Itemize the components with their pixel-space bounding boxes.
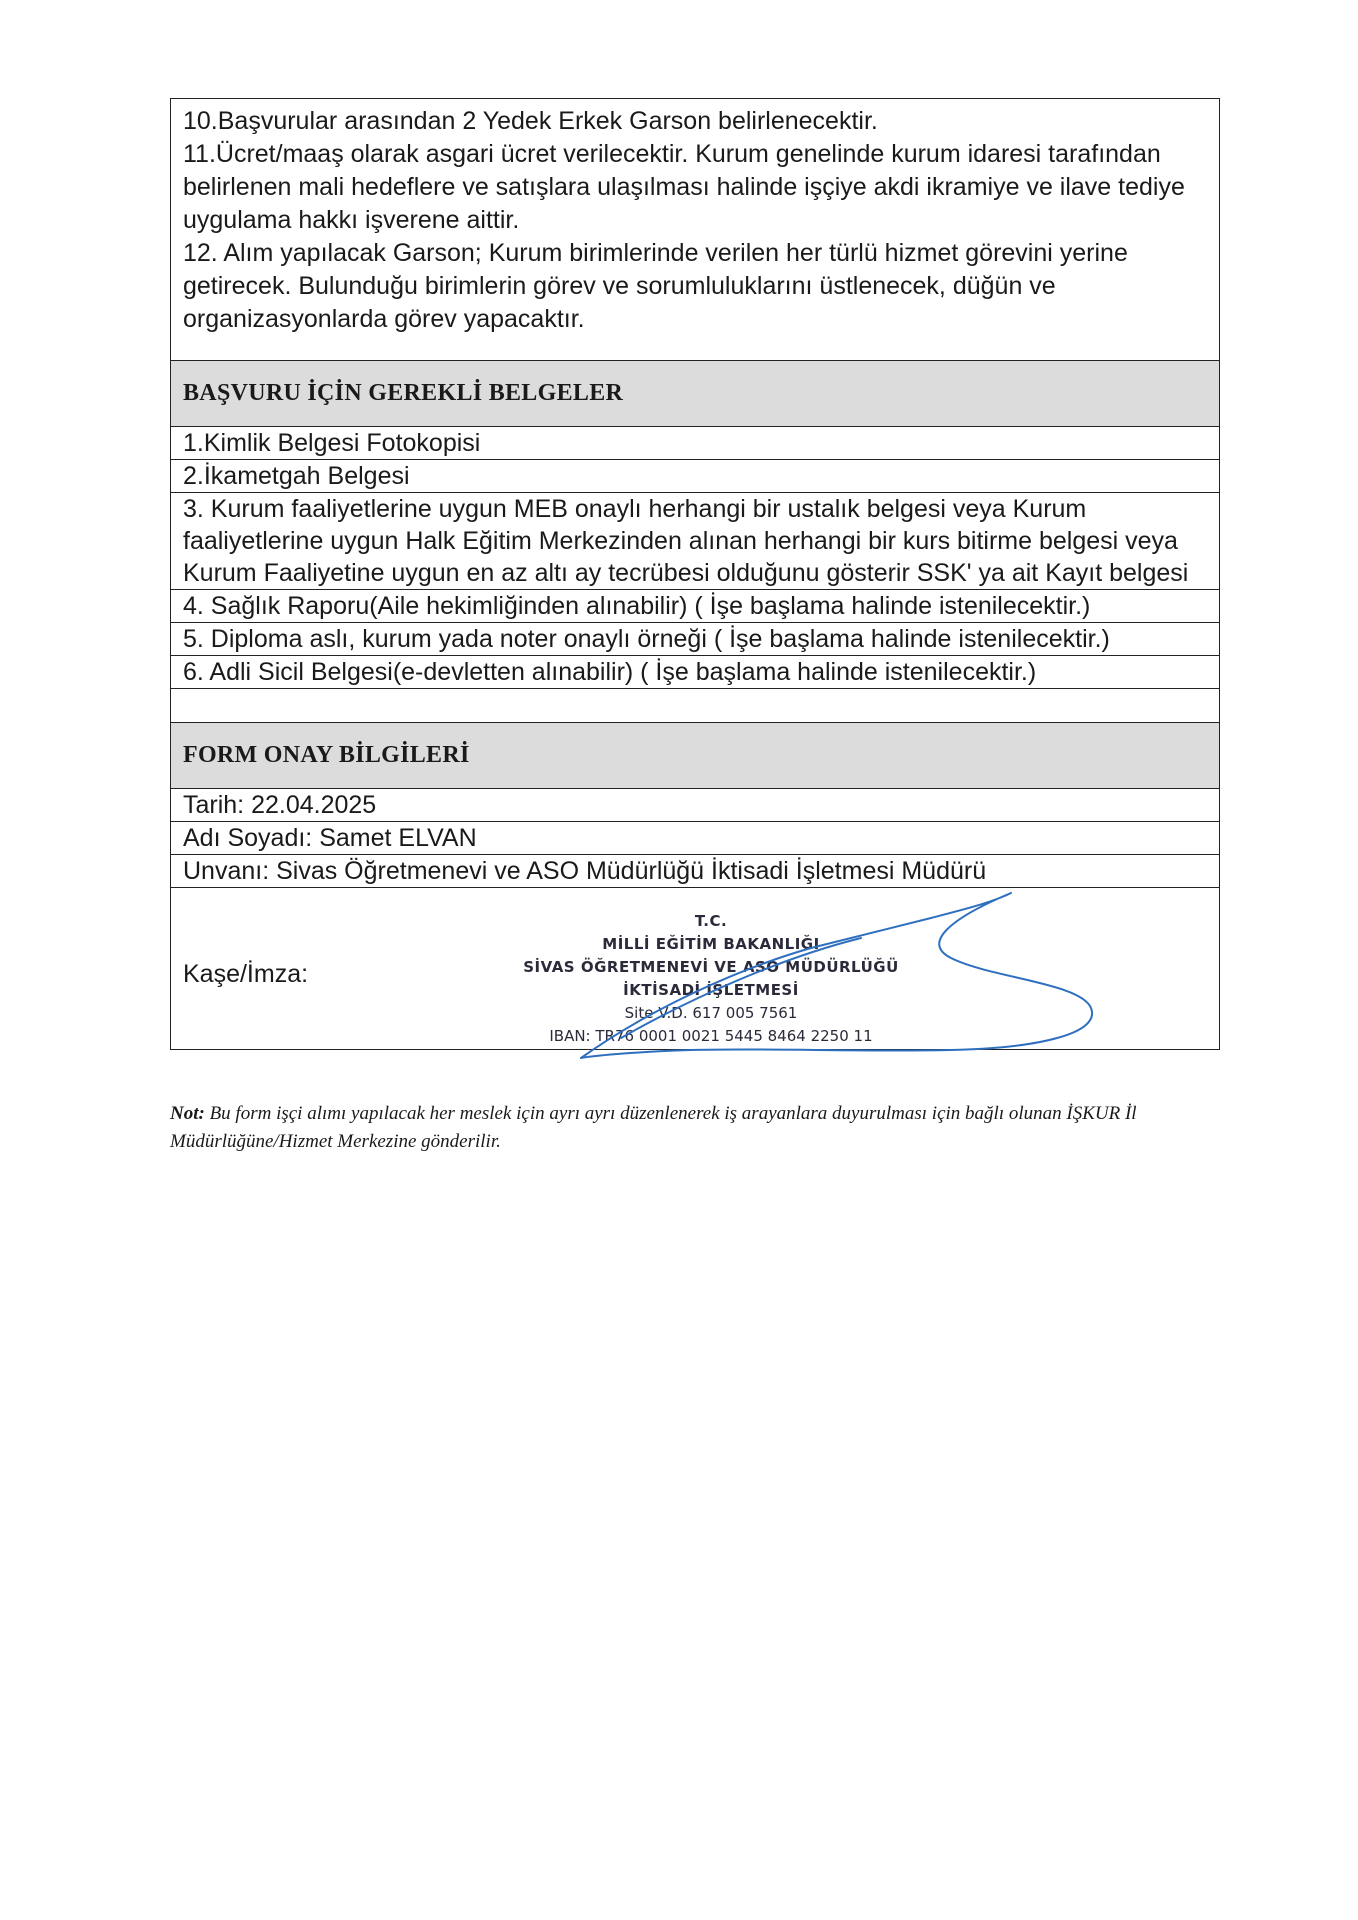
- approval-title: Unvanı: Sivas Öğretmenevi ve ASO Müdürlüğü İktisadi İşletmesi Müdürü: [171, 854, 1219, 887]
- condition-item: 12. Alım yapılacak Garson; Kurum birimlerinde verilen her türlü hizmet görevini yerine getirecek. Bulunduğu birimlerin görev ve sorumluluklarını üstlenecek, düğün ve organizasyonlarda görev yapacaktır.: [183, 239, 1128, 333]
- document-item: 2.İkametgah Belgesi: [171, 459, 1219, 492]
- document-item: 3. Kurum faaliyetlerine uygun MEB onaylı herhangi bir ustalık belgesi veya Kurum faaliyetlerine uygun Halk Eğitim Merkezinden alınan herhangi bir kurs bitirme belgesi veya Kurum Faaliyetine uygun en az altı ay tecrübesi olduğunu gösterir SSK' ya ait Kayıt belgesi: [171, 492, 1219, 589]
- stamp-signature-cell: [171, 887, 1219, 1049]
- stamp-line: İKTİSADİ İŞLETMESİ: [623, 981, 799, 999]
- footer-note: [170, 1100, 1225, 1156]
- document-item: 6. Adli Sicil Belgesi(e-devletten alınabilir) ( İşe başlama halinde istenilecektir.): [171, 655, 1219, 688]
- conditions-cell: [171, 99, 1219, 360]
- document-item: 1.Kimlik Belgesi Fotokopisi: [171, 426, 1219, 459]
- approval-name: Adı Soyadı: Samet ELVAN: [171, 821, 1219, 854]
- condition-item: 11.Ücret/maaş olarak asgari ücret verilecektir. Kurum genelinde kurum idaresi tarafından belirlenen mali hedeflere ve satışlara ulaşılması halinde işçiye akdi ikramiye ve ilave tediye uygulama hakkı işverene aittir.: [183, 140, 1185, 234]
- stamp-label: Kaşe/İmza:: [183, 960, 309, 988]
- empty-row: [171, 688, 1219, 722]
- stamp-line: T.C.: [694, 912, 728, 930]
- documents-section-title: BAŞVURU İÇİN GEREKLİ BELGELER: [171, 360, 1219, 426]
- approval-section-title: FORM ONAY BİLGİLERİ: [171, 722, 1219, 788]
- approval-date: Tarih: 22.04.2025: [171, 788, 1219, 821]
- note-label: Not:: [170, 1103, 205, 1124]
- signature-icon: [391, 888, 1111, 1063]
- note-text: Bu form işçi alımı yapılacak her meslek için ayrı ayrı düzenlenerek iş arayanlara duyurulması için bağlı olunan İŞKUR İl Müdürlüğüne/Hizmet Merkezine gönderilir.: [170, 1103, 1137, 1152]
- stamp-line: Site V.D. 617 005 7561: [624, 1004, 798, 1022]
- document-item: 5. Diploma aslı, kurum yada noter onaylı örneği ( İşe başlama halinde istenilecektir.): [171, 622, 1219, 655]
- stamp-line: IBAN: TR76 0001 0021 5445 8464 2250 11: [549, 1027, 873, 1045]
- stamp-line: MİLLİ EĞİTİM BAKANLIĞI: [602, 935, 820, 953]
- document-item: 4. Sağlık Raporu(Aile hekimliğinden alınabilir) ( İşe başlama halinde istenilecektir.): [171, 589, 1219, 622]
- stamp-line: SİVAS ÖĞRETMENEVİ VE ASO MÜDÜRLÜĞÜ: [523, 958, 899, 976]
- condition-item: 10.Başvurular arasından 2 Yedek Erkek Garson belirlenecektir.: [183, 107, 878, 135]
- form-table: [170, 98, 1220, 1050]
